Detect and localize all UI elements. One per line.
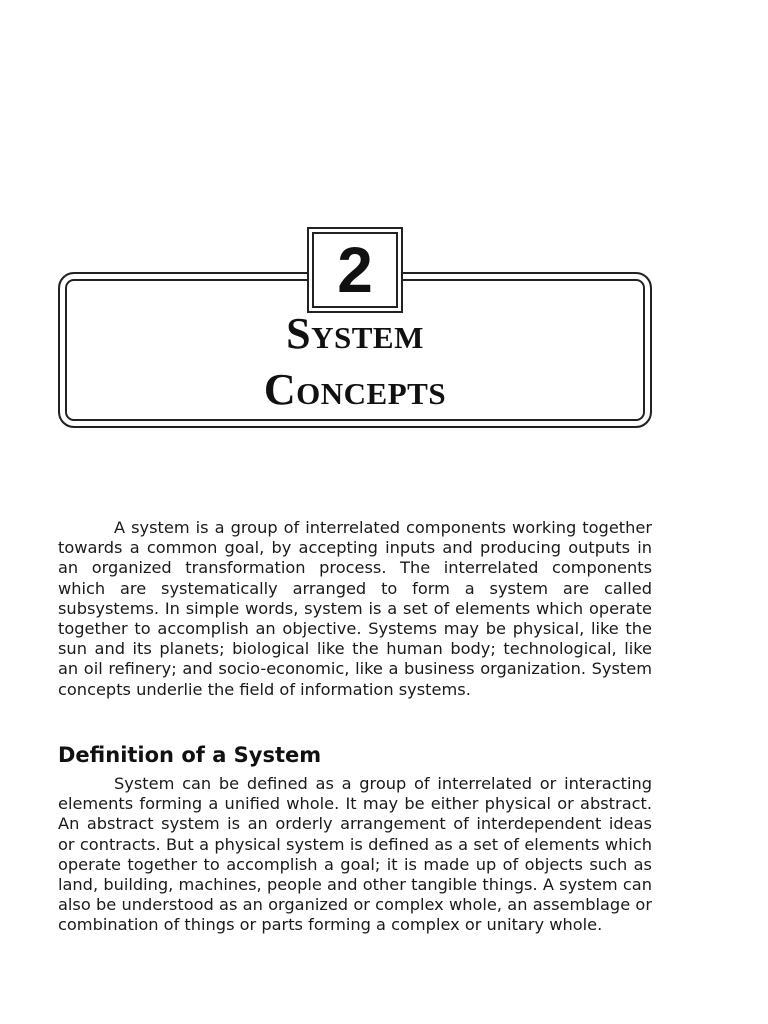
- chapter-title-line-2: Concepts: [263, 365, 447, 414]
- chapter-number-box: [312, 232, 398, 308]
- section-heading: Definition of a System: [58, 743, 322, 767]
- chapter-number: 2: [337, 234, 373, 306]
- intro-paragraph: A system is a group of interrelated components working together towards a common goal, by accepting inputs and producing outputs in an organized transformation process. The interrelated components which are systematically arranged to form a system are called subsystems. In simple words, system is a set of elements which operate together to accomplish an objective. Systems may be physical, like the sun and its planets; biological like the human body; technological, like an oil refinery; and socio-economic, like a business organization. System concepts underlie the field of information systems.: [58, 518, 652, 699]
- definition-paragraph: System can be defined as a group of interrelated or interacting elements forming a unified whole. It may be either physical or abstract. An abstract system is an orderly arrangement of interdependent ideas or contracts. But a physical system is defined as a set of elements which operate together to accomplish a goal; it is made up of objects such as land, building, machines, people and other tangible things. A system can also be understood as an organized or complex whole, an assemblage or combination of things or parts forming a complex or unitary whole.: [58, 774, 652, 935]
- chapter-title-line-1: System: [286, 309, 424, 358]
